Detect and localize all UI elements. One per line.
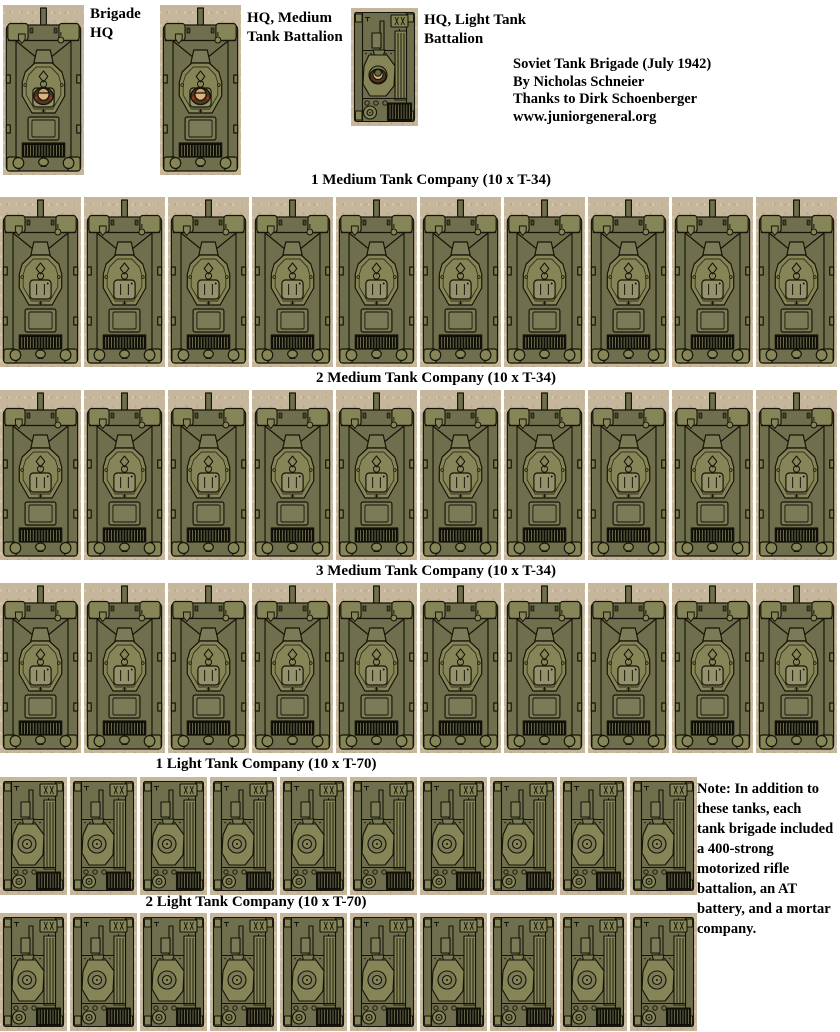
t34-tank-icon: [588, 583, 669, 753]
t70-tank-icon: [210, 777, 277, 895]
t34-tank-sprite: [84, 583, 165, 753]
t34-tank-sprite: [0, 197, 81, 367]
tank-row-2-light: [0, 913, 697, 1031]
light-battalion-hq-tank: [351, 8, 418, 118]
t34-tank-icon: [0, 390, 81, 560]
t34-tank-sprite: [3, 5, 84, 175]
t34-tank-sprite: [756, 390, 837, 560]
t70-tank-icon: [70, 913, 137, 1031]
t34-tank-icon: [336, 583, 417, 753]
credits-block: [513, 56, 711, 126]
t34-tank-sprite: [252, 197, 333, 367]
light-battalion-hq-label: HQ, Light Tank Battalion: [424, 12, 527, 47]
t70-tank-icon: [351, 8, 418, 126]
t34-tank-sprite: [672, 583, 753, 753]
t70-tank-icon: [560, 777, 627, 895]
t70-tank-icon: [630, 777, 697, 895]
t34-tank-sprite: [588, 390, 669, 560]
t70-tank-sprite: [350, 913, 417, 1031]
tank-row-1-light: [0, 777, 697, 895]
t34-tank-icon: [168, 197, 249, 367]
t70-tank-icon: [490, 777, 557, 895]
t34-tank-icon: [84, 197, 165, 367]
tank-commander-figure: [370, 69, 386, 83]
tank-row-1-medium: [0, 197, 837, 367]
t34-tank-icon: [336, 197, 417, 367]
t70-tank-icon: [140, 913, 207, 1031]
t34-tank-icon: [160, 5, 241, 175]
t70-tank-sprite: [630, 913, 697, 1031]
t34-tank-icon: [252, 197, 333, 367]
note-block: [697, 779, 840, 939]
note-line: motorized rifle: [697, 861, 790, 877]
t70-tank-icon: [490, 913, 557, 1031]
t34-tank-icon: [168, 390, 249, 560]
t70-tank-icon: [560, 913, 627, 1031]
t70-tank-sprite: [70, 913, 137, 1031]
t34-tank-sprite: [672, 197, 753, 367]
t70-tank-icon: [210, 913, 277, 1031]
t34-tank-icon: [756, 390, 837, 560]
t70-tank-icon: [0, 913, 67, 1031]
t34-tank-icon: [756, 583, 837, 753]
t34-tank-sprite: [0, 583, 81, 753]
t70-tank-icon: [70, 777, 137, 895]
t34-tank-sprite: [504, 390, 585, 560]
t70-tank-icon: [350, 913, 417, 1031]
t70-tank-icon: [350, 777, 417, 895]
t70-tank-sprite: [210, 777, 277, 895]
t34-tank-sprite: [168, 390, 249, 560]
t34-tank-icon: [0, 583, 81, 753]
t70-tank-sprite: [560, 777, 627, 895]
note-line: battery, and a mortar: [697, 901, 831, 917]
t34-tank-icon: [504, 197, 585, 367]
t70-tank-sprite: [420, 913, 487, 1031]
t34-tank-icon: [672, 197, 753, 367]
t34-tank-sprite: [756, 197, 837, 367]
company-header-1-light: 1 Light Tank Company (10 x T-70): [155, 756, 377, 772]
t34-tank-sprite: [168, 583, 249, 753]
company-header-2-medium: 2 Medium Tank Company (10 x T-34): [315, 370, 557, 386]
t70-tank-sprite: [351, 8, 418, 126]
t34-tank-icon: [3, 5, 84, 175]
t34-tank-sprite: [336, 197, 417, 367]
t34-tank-icon: [0, 197, 81, 367]
company-header-2-light: 2 Light Tank Company (10 x T-70): [145, 894, 367, 910]
note-line: tank brigade included: [697, 821, 834, 837]
medium-battalion-hq-label: HQ, Medium Tank Battalion: [247, 10, 343, 45]
t70-tank-icon: [630, 913, 697, 1031]
t70-tank-sprite: [280, 913, 347, 1031]
note-line: battalion, an AT: [697, 881, 798, 897]
t70-tank-sprite: [630, 777, 697, 895]
t34-tank-icon: [252, 583, 333, 753]
t34-tank-sprite: [160, 5, 241, 175]
t34-tank-icon: [168, 583, 249, 753]
t70-tank-sprite: [490, 913, 557, 1031]
t34-tank-sprite: [420, 197, 501, 367]
t34-tank-sprite: [168, 197, 249, 367]
t34-tank-sprite: [0, 390, 81, 560]
website-line: www.juniorgeneral.org: [513, 108, 657, 125]
t34-tank-sprite: [84, 390, 165, 560]
t34-tank-icon: [84, 390, 165, 560]
t34-tank-sprite: [756, 583, 837, 753]
t70-tank-sprite: [70, 777, 137, 895]
t70-tank-icon: [280, 913, 347, 1031]
t70-tank-icon: [0, 777, 67, 895]
author-line: By Nicholas Schneier: [513, 73, 645, 90]
company-header-1-medium: 1 Medium Tank Company (10 x T-34): [310, 172, 552, 188]
t34-tank-sprite: [84, 197, 165, 367]
note-line: Note: In addition to: [697, 781, 820, 797]
t34-tank-icon: [420, 197, 501, 367]
t34-tank-icon: [420, 390, 501, 560]
t34-tank-icon: [588, 197, 669, 367]
t34-tank-sprite: [420, 390, 501, 560]
t34-tank-sprite: [504, 197, 585, 367]
t34-tank-sprite: [336, 583, 417, 753]
brigade-hq-label: Brigade HQ: [90, 6, 141, 41]
t34-tank-sprite: [588, 583, 669, 753]
brigade-hq-tank: [3, 5, 84, 175]
t70-tank-sprite: [0, 913, 67, 1031]
note-line: a 400-strong: [697, 841, 774, 857]
t70-tank-sprite: [560, 913, 627, 1031]
t34-tank-icon: [504, 583, 585, 753]
t34-tank-icon: [420, 583, 501, 753]
t34-tank-sprite: [336, 390, 417, 560]
tank-row-3-medium: [0, 583, 837, 753]
tank-row-2-medium: [0, 390, 837, 560]
t34-tank-icon: [756, 197, 837, 367]
t34-tank-sprite: [588, 197, 669, 367]
tank-commander-figure: [34, 88, 53, 105]
t70-tank-icon: [140, 777, 207, 895]
t70-tank-sprite: [280, 777, 347, 895]
t70-tank-sprite: [140, 777, 207, 895]
thanks-line: Thanks to Dirk Schoenberger: [513, 91, 698, 107]
t34-tank-icon: [672, 390, 753, 560]
note-line: these tanks, each: [697, 801, 802, 817]
t34-tank-sprite: [252, 583, 333, 753]
tank-commander-figure: [191, 88, 210, 105]
t34-tank-icon: [504, 390, 585, 560]
t34-tank-icon: [336, 390, 417, 560]
medium-battalion-hq-tank: [160, 5, 241, 175]
t70-tank-sprite: [490, 777, 557, 895]
sheet-title: Soviet Tank Brigade (July 1942): [513, 56, 712, 72]
t70-tank-sprite: [350, 777, 417, 895]
t34-tank-sprite: [504, 583, 585, 753]
t70-tank-sprite: [0, 777, 67, 895]
note-line: company.: [697, 921, 757, 937]
t34-tank-sprite: [420, 583, 501, 753]
t34-tank-sprite: [252, 390, 333, 560]
t70-tank-icon: [280, 777, 347, 895]
t34-tank-icon: [252, 390, 333, 560]
t70-tank-sprite: [140, 913, 207, 1031]
t34-tank-icon: [84, 583, 165, 753]
t70-tank-icon: [420, 777, 487, 895]
company-header-3-medium: 3 Medium Tank Company (10 x T-34): [315, 563, 557, 579]
t34-tank-icon: [588, 390, 669, 560]
t70-tank-sprite: [420, 777, 487, 895]
t34-tank-sprite: [672, 390, 753, 560]
t70-tank-icon: [420, 913, 487, 1031]
t70-tank-sprite: [210, 913, 277, 1031]
t34-tank-icon: [672, 583, 753, 753]
